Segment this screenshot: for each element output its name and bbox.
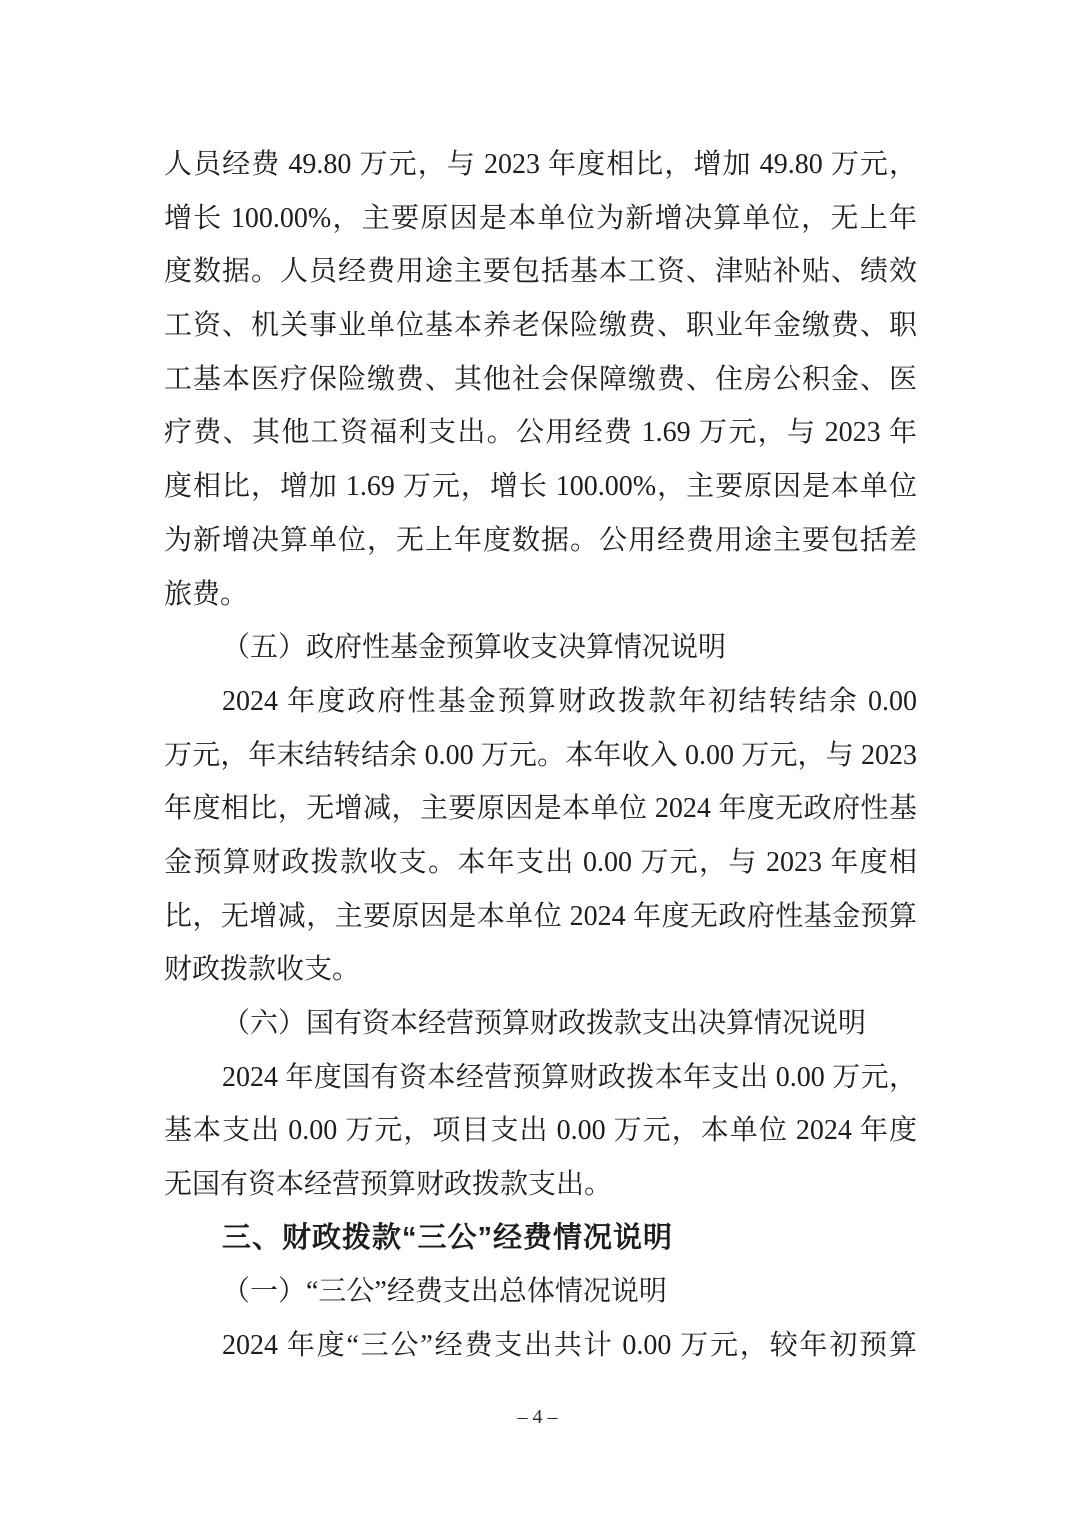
text-line-7: 度相比，增加 1.69 万元，增长 100.00%，主要原因是本单位 [164,471,917,503]
text-line-10: （五）政府性基金预算收支决算情况说明 [222,632,727,664]
text-line-12: 万元，年末结转结余 0.00 万元。本年收入 0.00 万元，与 2023 [164,739,917,771]
text-line-20: 无国有资本经营预算财政拨款支出。 [164,1169,613,1201]
text-line-4: 工资、机关事业单位基本养老保险缴费、职业年金缴费、职 [164,310,917,342]
text-line-17: （六）国有资本经营预算财政拨款支出决算情况说明 [222,1008,867,1039]
text-line-6: 疗费、其他工资福利支出。公用经费 1.69 万元，与 2023 年 [164,417,917,449]
text-line-2: 增长 100.00%，主要原因是本单位为新增决算单位，无上年 [164,202,917,234]
text-line-14: 金预算财政拨款收支。本年支出 0.00 万元，与 2023 年度相 [164,846,917,878]
text-line-19: 基本支出 0.00 万元，项目支出 0.00 万元，本单位 2024 年度 [164,1115,917,1147]
text-line-9: 旅费。 [164,578,249,610]
text-line-1: 人员经费 49.80 万元，与 2023 年度相比，增加 49.80 万元， [164,149,917,180]
text-line-8: 为新增决算单位，无上年度数据。公用经费用途主要包括差 [164,524,917,556]
document-body [164,138,917,1373]
text-line-5: 工基本医疗保险缴费、其他社会保障缴费、住房公积金、医 [164,363,917,395]
text-line-13: 年度相比，无增减，主要原因是本单位 2024 年度无政府性基 [164,793,917,825]
page-number: – 4 – [517,1406,558,1428]
text-line-16: 财政拨款收支。 [164,954,361,986]
text-line-11: 2024 年度政府性基金预算财政拨款年初结转结余 0.00 [222,685,917,717]
text-line-15: 比，无增减，主要原因是本单位 2024 年度无政府性基金预算 [164,900,917,932]
text-line-3: 度数据。人员经费用途主要包括基本工资、津贴补贴、绩效 [164,256,917,288]
text-line-18: 2024 年度国有资本经营预算财政拨本年支出 0.00 万元， [222,1061,917,1093]
text-line-23: 2024 年度“三公”经费支出共计 0.00 万元，较年初预算 [222,1330,917,1362]
text-line-22: （一）“三公”经费支出总体情况说明 [222,1276,667,1308]
text-line-21: 三、财政拨款“三公”经费情况说明 [222,1221,674,1254]
